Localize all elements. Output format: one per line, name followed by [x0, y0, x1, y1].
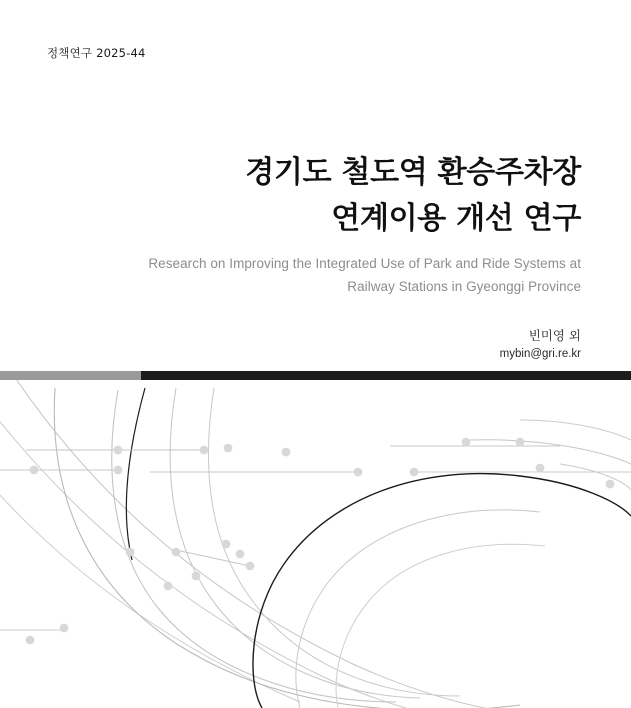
subtitle — [61, 252, 581, 298]
cover-artwork — [0, 380, 631, 708]
title-line-2: 연계이용 개선 연구 — [331, 200, 581, 236]
divider-bar-left — [0, 371, 141, 380]
author-email: mybin@gri.re.kr — [499, 348, 581, 361]
subtitle-line-1: Research on Improving the Integrated Use of Park and Ride Systems at — [148, 256, 581, 271]
title-line-1: 경기도 철도역 환승주차장 — [245, 155, 581, 190]
author-info — [61, 326, 581, 364]
author-name: 빈미영 외 — [528, 328, 581, 343]
page-title — [61, 150, 581, 241]
subtitle-line-2: Railway Stations in Gyeonggi Province — [347, 279, 581, 295]
divider-bar-right — [141, 371, 631, 380]
divider-bars — [0, 371, 631, 380]
series-number-label: 정책연구 2025-44 — [47, 46, 146, 60]
